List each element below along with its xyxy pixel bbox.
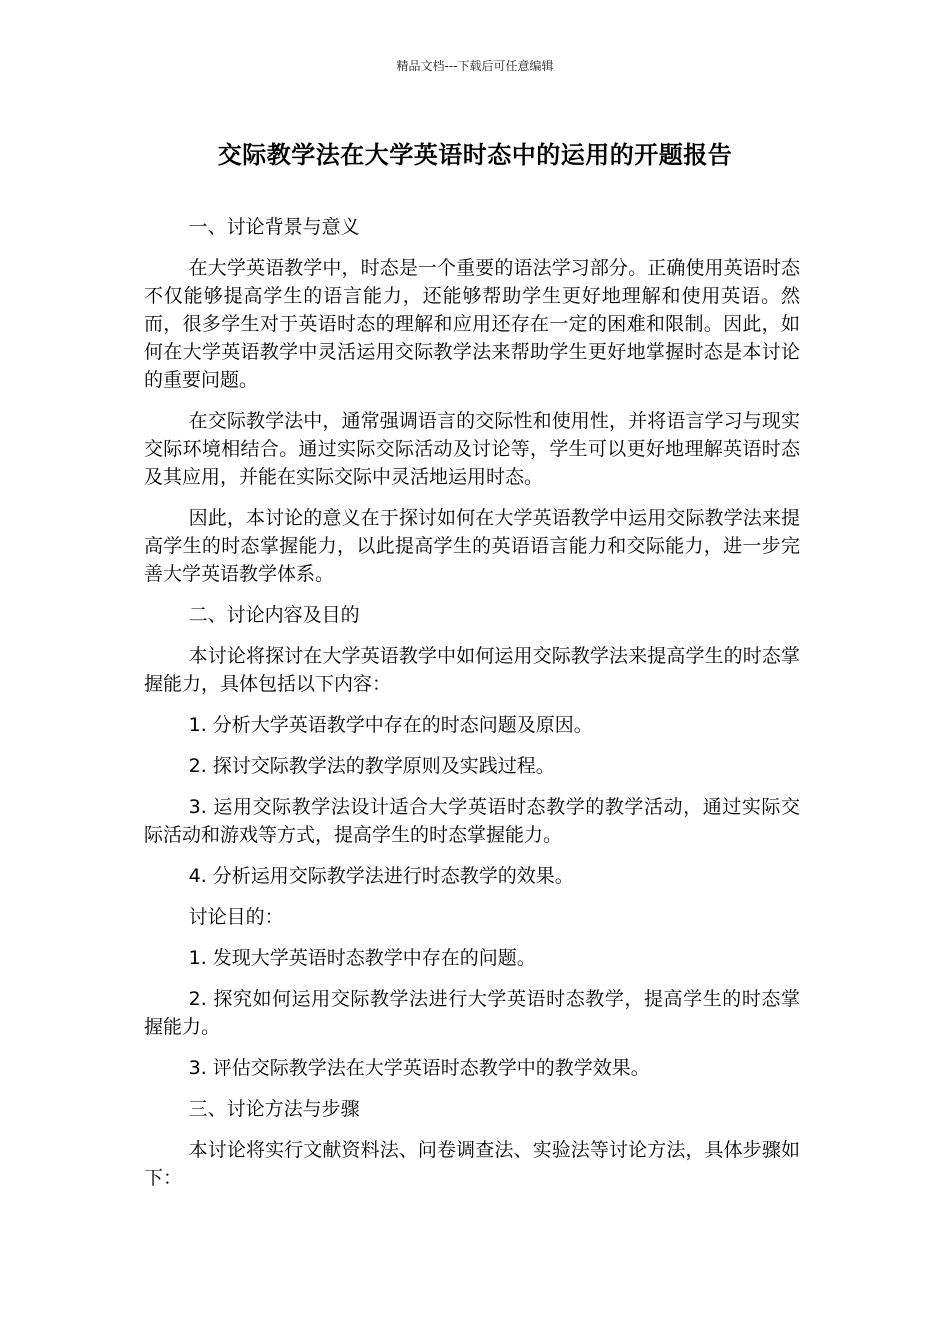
section-1-paragraph-2: 在交际教学法中，通常强调语言的交际性和使用性，并将语言学习与现实交际环境相结合。通过实际交际活动及讨论等，学生可以更好地理解英语时态及其应用，并能在实际交际中灵活地运用时态。 [144,410,800,488]
section-2-heading: 二、讨论内容及目的 [188,604,360,626]
content-item-2: 2. 探讨交际教学法的教学原则及实践过程。 [188,755,555,777]
purpose-label: 讨论目的： [188,906,284,928]
header-note: 精品文档---下载后可任意编辑 [396,59,554,73]
section-1-paragraph-1: 在大学英语教学中，时态是一个重要的语法学习部分。正确使用英语时态不仅能够提高学生的语言能力，还能够帮助学生更好地理解和使用英语。然而，很多学生对于英语时态的理解和应用还存在一定的困难和限制。因此，如何在大学英语教学中灵活运用交际教学法来帮助学生更好地掌握时态是本讨论的重要问题。 [144,257,800,391]
content-item-3: 3. 运用交际教学法设计适合大学英语时态教学的教学活动，通过实际交际活动和游戏等方式，提高学生的时态掌握能力。 [144,796,800,846]
purpose-item-3: 3. 评估交际教学法在大学英语时态教学中的教学效果。 [188,1057,650,1079]
section-1-paragraph-3: 因此，本讨论的意义在于探讨如何在大学英语教学中运用交际教学法来提高学生的时态掌握能力，以此提高学生的英语语言能力和交际能力，进一步完善大学英语教学体系。 [144,507,800,585]
document-title: 交际教学法在大学英语时态中的运用的开题报告 [217,141,733,169]
section-3-intro: 本讨论将实行文献资料法、问卷调查法、实验法等讨论方法，具体步骤如下： [144,1139,800,1189]
content-item-1: 1. 分析大学英语教学中存在的时态问题及原因。 [188,714,593,736]
document-body [144,213,800,1205]
purpose-item-2: 2. 探究如何运用交际教学法进行大学英语时态教学，提高学生的时态掌握能力。 [144,988,800,1038]
section-2-intro: 本讨论将探讨在大学英语教学中如何运用交际教学法来提高学生的时态掌握能力，具体包括以下内容： [144,645,800,695]
content-item-4: 4. 分析运用交际教学法进行时态教学的效果。 [188,865,574,887]
section-1-heading: 一、讨论背景与意义 [188,216,360,238]
section-3-heading: 三、讨论方法与步骤 [188,1098,360,1120]
purpose-item-1: 1. 发现大学英语时态教学中存在的问题。 [188,947,536,969]
